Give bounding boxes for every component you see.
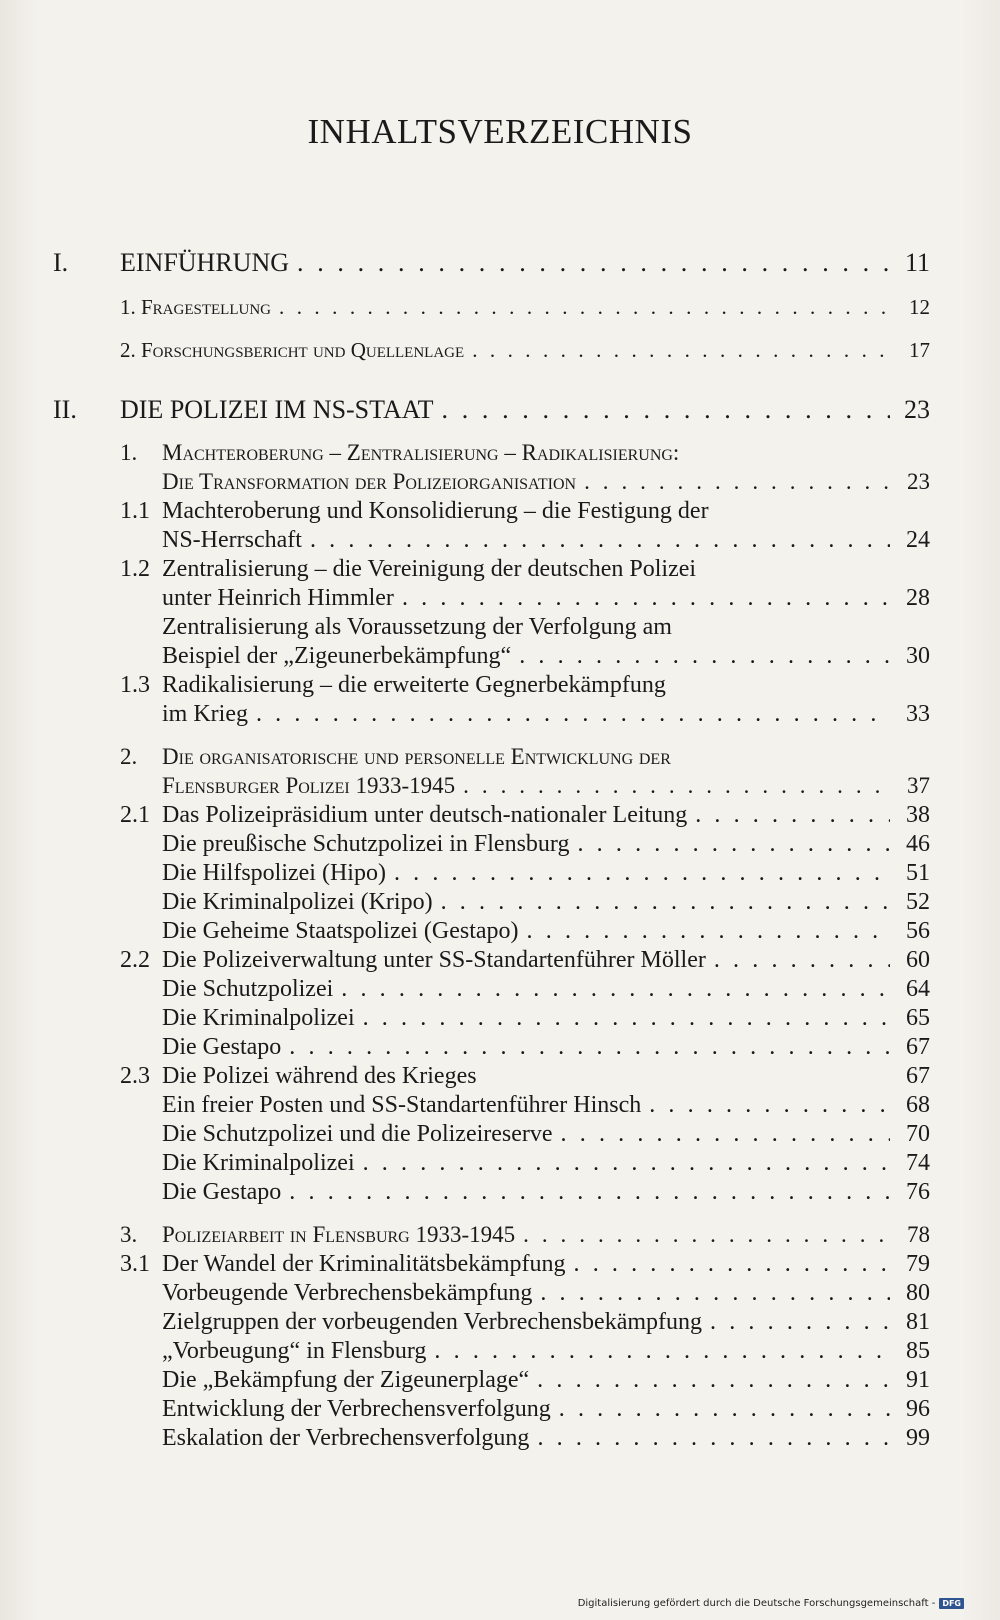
dot-leader [442,395,891,425]
toc-entry [162,469,930,495]
dot-leader [434,1338,890,1365]
dot-leader [523,1222,890,1248]
page-title: INHALTSVERZEICHNIS [307,112,693,151]
dot-leader [279,295,890,320]
toc-entry-number: 1.2 [120,556,150,582]
toc-entry [162,1280,930,1307]
toc-entry-title: Die Hilfspolizei (Hipo) [162,860,386,886]
toc-entry [162,1034,930,1061]
toc-entry-title: Das Polizeipräsidium unter deutsch-nationaler Leitung [162,802,688,828]
toc-entry [162,1396,930,1423]
toc-entry [53,395,930,425]
toc-entry [162,860,930,887]
toc-page-number: 37 [907,773,930,798]
toc-page-number: 78 [907,1222,930,1247]
toc-page-number: 91 [906,1367,930,1393]
toc-page-number: 23 [904,395,930,424]
toc-entry [120,802,930,829]
toc-entry [162,1150,930,1177]
toc-entry [120,556,696,583]
toc-entry [53,248,930,278]
toc-entry-title: Vorbeugende Verbrechensbekämpfung [162,1280,533,1306]
dot-leader [394,860,890,887]
dot-leader [441,889,890,916]
toc-entry [120,1222,930,1248]
dot-leader [289,1034,890,1061]
toc-entry [120,1251,930,1278]
toc-page-number: 12 [909,295,930,319]
toc-entry [120,295,930,320]
toc-entry-title: Zielgruppen der vorbeugenden Verbrechensbekämpfung [162,1309,703,1335]
toc-page-number: 70 [906,1121,930,1147]
toc-entry [162,1309,930,1336]
toc-entry [162,1092,930,1119]
toc-entry-title: Ein freier Posten und SS-Standartenführer Hinsch [162,1092,642,1118]
toc-page-number: 33 [906,701,930,727]
toc-entry-title: Die Schutzpolizei und die Polizeireserve [162,1121,553,1147]
toc-entry [162,527,930,554]
toc-entry-title: Die preußische Schutzpolizei in Flensburg [162,831,570,857]
toc-entry-number: 1. [120,440,138,465]
toc-entry-title: Die Polizeiverwaltung unter SS-Standartenführer Möller [162,947,706,973]
toc-entry [162,643,930,670]
toc-page-number: 67 [906,1063,930,1089]
toc-entry-number: 2.1 [120,802,150,828]
toc-entry [120,672,666,699]
dot-leader [649,1092,890,1119]
toc-entry-title: Eskalation der Verbrechensverfolgung [162,1425,530,1451]
toc-page-number: 38 [906,802,930,828]
toc-entry-title: Machteroberung – Zentralisierung – Radikalisierung: [162,440,680,465]
toc-entry-number: 2.3 [120,1063,150,1089]
toc-page-number: 28 [906,585,930,611]
dot-leader [341,976,890,1003]
toc-entry [120,744,671,770]
toc-page-number: 51 [906,860,930,886]
toc-entry [162,1338,930,1365]
toc-entry [162,889,930,916]
toc-entry-title: Die Geheime Staatspolizei (Gestapo) [162,918,519,944]
dot-leader [537,1425,890,1452]
toc-page-number: 30 [906,643,930,669]
dot-leader [561,1121,890,1148]
toc-entry [162,701,930,728]
toc-entry-title: Die „Bekämpfung der Zigeunerplage“ [162,1367,530,1393]
digitization-footer [578,1598,964,1609]
toc-entry [120,498,709,525]
toc-entry-number: 1.3 [120,672,150,698]
toc-entry-title: Die organisatorische und personelle Entwicklung der [162,744,671,769]
dot-leader [256,701,890,728]
toc-entry-title: DIE POLIZEI IM NS-STAAT [120,395,434,424]
toc-entry-title: NS-Herrschaft [162,527,302,553]
toc-entry-number: 3.1 [120,1251,150,1277]
toc-entry [162,1005,930,1032]
toc-entry-title: Die Polizei während des Krieges [162,1063,477,1089]
toc-entry-title: Radikalisierung – die erweiterte Gegnerbekämpfung [162,672,666,698]
dot-leader [584,469,890,495]
toc-entry-number: 3. [120,1222,138,1247]
toc-entry [162,976,930,1003]
footer-text: Digitalisierung gefördert durch die Deutsche Forschungsgemeinschaft - [577,1598,936,1609]
dot-leader [297,248,890,278]
dot-leader [527,918,890,945]
dot-leader [714,947,890,974]
dot-leader [695,802,890,829]
dot-leader [710,1309,890,1336]
toc-entry [162,1179,930,1206]
toc-entry [120,947,930,974]
toc-entry-title: Die Kriminalpolizei [162,1005,355,1031]
dot-leader [537,1367,890,1394]
dot-leader [289,1179,890,1206]
toc-entry-title: Die Kriminalpolizei (Kripo) [162,889,433,915]
dot-leader [574,1251,891,1278]
toc-page-number: 81 [906,1309,930,1335]
toc-entry-number: 2.2 [120,947,150,973]
toc-entry [120,338,930,363]
toc-entry [162,1367,930,1394]
toc-page-number: 52 [906,889,930,915]
toc-entry-title: Zentralisierung – die Vereinigung der deutschen Polizei [162,556,697,582]
toc-page-number: 79 [906,1251,930,1277]
dfg-logo: DFG [939,1598,964,1609]
toc-entry-number: I. [53,248,69,277]
toc-entry-title: Die Gestapo [162,1179,282,1205]
toc-entry [120,1063,930,1090]
toc-entry-title: „Vorbeugung“ in Flensburg [162,1338,427,1364]
toc-page-number: 60 [906,947,930,973]
toc-entry-title: Zentralisierung als Voraussetzung der Verfolgung am [162,614,672,640]
toc-page-number: 56 [906,918,930,944]
toc-page-number: 46 [906,831,930,857]
toc-entry-title: Beispiel der „Zigeunerbekämpfung“ [162,643,512,669]
toc-page-number: 65 [906,1005,930,1031]
toc-page-number: 76 [906,1179,930,1205]
toc-entry-title: Die Gestapo [162,1034,282,1060]
toc-entry-title: 1. Fragestellung [120,295,272,319]
toc-entry-title: Entwicklung der Verbrechensverfolgung [162,1396,551,1422]
toc-page-number: 11 [904,248,930,277]
toc-entry-number: II. [53,395,77,424]
toc-entry [162,773,930,799]
dot-leader [363,1005,890,1032]
toc-entry [162,1121,930,1148]
toc-page-number: 74 [906,1150,930,1176]
dot-leader [559,1396,890,1423]
toc-entry-title: Polizeiarbeit in Flensburg 1933-1945 [162,1222,516,1247]
toc-entry-title: unter Heinrich Himmler [162,585,394,611]
toc-entry-title: EINFÜHRUNG [120,248,289,277]
toc-entry [162,614,672,641]
toc-entry [162,918,930,945]
toc-entry [162,831,930,858]
toc-entry-title: im Krieg [162,701,248,727]
dot-leader [363,1150,890,1177]
toc-page-number: 24 [906,527,930,553]
toc-page-number: 67 [906,1034,930,1060]
toc-entry-title: Die Kriminalpolizei [162,1150,355,1176]
toc-entry-number: 2. [120,744,138,769]
dot-leader [577,831,890,858]
toc-entry-number: 1.1 [120,498,150,524]
toc-entry [162,1425,930,1452]
toc-page-number: 80 [906,1280,930,1306]
toc-page-number: 64 [906,976,930,1002]
toc-page-number: 23 [907,469,930,494]
dot-leader [472,338,890,363]
toc-page-number: 17 [909,338,930,362]
dot-leader [540,1280,890,1307]
dot-leader [402,585,890,612]
toc-entry [162,585,930,612]
toc-page-number: 99 [906,1425,930,1451]
toc-entry [120,440,679,466]
toc-entry-title: Machteroberung und Konsolidierung – die Festigung der [162,498,709,524]
toc-entry-title: Der Wandel der Kriminalitätsbekämpfung [162,1251,566,1277]
toc-page-number: 68 [906,1092,930,1118]
toc-page-number: 85 [906,1338,930,1364]
toc-entry-title: Die Transformation der Polizeiorganisation [162,469,577,494]
toc-entry-title: Die Schutzpolizei [162,976,334,1002]
dot-leader [519,643,890,670]
dot-leader [310,527,890,554]
toc-entry-title: 2. Forschungsbericht und Quellenlage [120,338,465,362]
toc-entry-title: Flensburger Polizei 1933-1945 [162,773,456,798]
toc-page-number: 96 [906,1396,930,1422]
dot-leader [463,773,890,799]
